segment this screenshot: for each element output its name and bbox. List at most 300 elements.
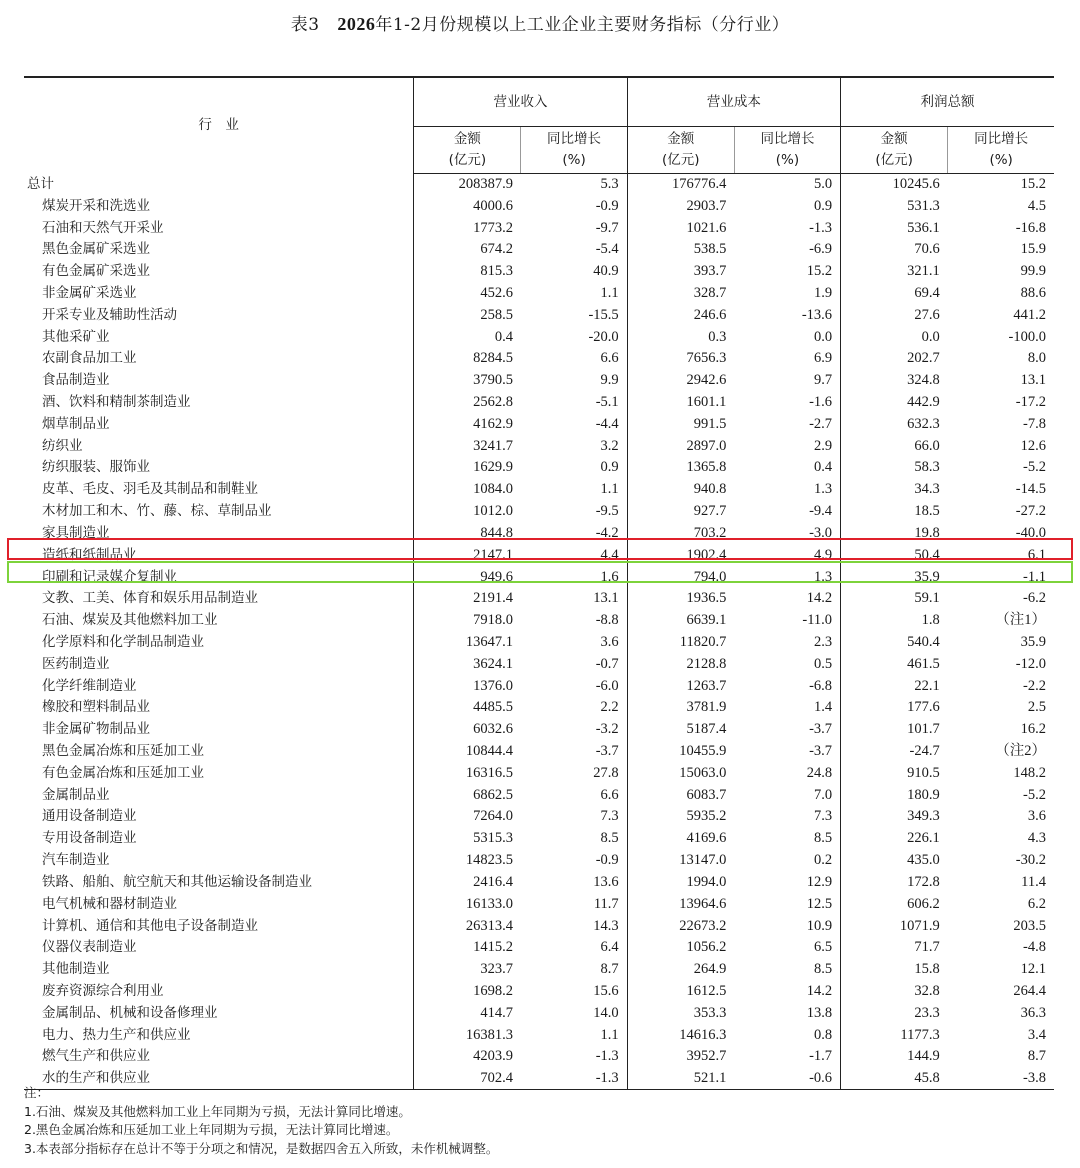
industry-name: 专用设备制造业 <box>42 830 137 847</box>
amount-cell: 949.6 <box>414 566 521 588</box>
table-row <box>24 501 1054 523</box>
amount-cell: 23.3 <box>841 1002 948 1024</box>
amount-cell: -24.7 <box>841 741 948 763</box>
growth-cell: 15.2 <box>806 263 833 280</box>
amount-cell: 1629.9 <box>414 457 521 479</box>
growth-cell: -1.3 <box>521 1068 627 1090</box>
amount-cell: 1071.9 <box>841 915 948 937</box>
growth-cell: -5.4 <box>595 241 619 258</box>
amount-cell: 3790.5 <box>414 370 521 392</box>
amount-cell: 10455.9 <box>627 741 734 763</box>
industry-name: 汽车制造业 <box>42 852 110 869</box>
growth-cell: 15.6 <box>593 982 619 999</box>
growth-cell: -0.9 <box>595 852 619 869</box>
growth-cell: -3.8 <box>948 1068 1054 1090</box>
amount-cell: 13147.0 <box>627 850 734 872</box>
growth-cell: 1.4 <box>813 699 833 716</box>
growth-cell: -0.7 <box>595 655 619 672</box>
amount-cell: 6639.1 <box>627 610 734 632</box>
header-amount: 金额 (亿元) <box>414 127 521 174</box>
amount-cell: 16381.3 <box>414 1024 521 1046</box>
growth-cell: -15.5 <box>588 306 619 323</box>
growth-cell: 16.2 <box>1020 721 1046 738</box>
growth-cell: -2.7 <box>809 415 833 432</box>
amount-cell: 1415.2 <box>414 937 521 959</box>
amount-cell: 0.4 <box>414 326 521 348</box>
amount-cell: 177.6 <box>841 697 948 719</box>
industry-name: 废弃资源综合利用业 <box>42 982 164 999</box>
amount-cell: 208387.9 <box>414 174 521 196</box>
industry-name: 通用设备制造业 <box>42 808 137 825</box>
industry-name: 黑色金属矿采选业 <box>42 241 150 258</box>
amount-cell: 1376.0 <box>414 675 521 697</box>
table-row <box>24 588 1054 610</box>
amount-cell: 7264.0 <box>414 806 521 828</box>
amount-cell: 1084.0 <box>414 479 521 501</box>
growth-cell: 2.5 <box>1027 699 1046 716</box>
amount-cell: 1902.4 <box>627 544 734 566</box>
growth-cell: -6.2 <box>1023 590 1046 607</box>
amount-cell: 1601.1 <box>627 392 734 414</box>
amount-cell: 606.2 <box>841 893 948 915</box>
amount-cell: 2191.4 <box>414 588 521 610</box>
growth-cell: -9.5 <box>595 503 619 520</box>
amount-cell: 13647.1 <box>414 632 521 654</box>
industry-name: 纺织业 <box>42 437 83 454</box>
growth-cell: 7.0 <box>813 786 833 803</box>
header-growth: 同比增长 (%) <box>948 127 1054 174</box>
growth-cell: 6.2 <box>1027 895 1046 912</box>
table-row <box>24 1002 1054 1024</box>
growth-cell: -8.8 <box>595 612 619 629</box>
note-heading: 注： <box>24 1085 50 1100</box>
header-growth: 同比增长 (%) <box>521 127 627 174</box>
table-row <box>24 370 1054 392</box>
growth-cell: -6.0 <box>595 677 619 694</box>
growth-cell: -3.7 <box>809 721 833 738</box>
amount-cell: 927.7 <box>627 501 734 523</box>
amount-cell: 13964.6 <box>627 893 734 915</box>
amount-cell: 702.4 <box>414 1068 521 1090</box>
growth-cell: 6.1 <box>1027 546 1046 563</box>
growth-cell: -4.2 <box>595 524 619 541</box>
table-row <box>24 195 1054 217</box>
growth-cell: 0.8 <box>813 1026 833 1043</box>
growth-cell: 13.6 <box>593 873 619 890</box>
growth-cell: 148.2 <box>1013 764 1046 781</box>
note-3: 3.本表部分指标存在总计不等于分项之和情况，是数据四舍五入所致，未作机械调整。 <box>24 1140 499 1156</box>
amount-cell: 531.3 <box>841 195 948 217</box>
growth-cell: 14.2 <box>806 982 833 999</box>
industry-name: 石油和天然气开采业 <box>42 219 164 236</box>
growth-cell: 8.5 <box>813 961 833 978</box>
industry-name: 黑色金属冶炼和压延加工业 <box>42 743 204 760</box>
amount-cell: 4169.6 <box>627 828 734 850</box>
amount-cell: 1698.2 <box>414 981 521 1003</box>
table-row <box>24 523 1054 545</box>
amount-cell: 1021.6 <box>627 217 734 239</box>
amount-cell: 461.5 <box>841 653 948 675</box>
growth-cell: 1.3 <box>813 481 833 498</box>
growth-cell: -6.9 <box>809 241 833 258</box>
industry-name: 印刷和记录媒介复制业 <box>42 568 177 585</box>
amount-cell: 910.5 <box>841 762 948 784</box>
amount-cell: 180.9 <box>841 784 948 806</box>
industry-name: 非金属矿采选业 <box>42 284 137 301</box>
growth-cell: 27.8 <box>593 764 619 781</box>
growth-cell: 2.3 <box>813 633 833 650</box>
amount-cell: 349.3 <box>841 806 948 828</box>
industry-name: 文教、工美、体育和娱乐用品制造业 <box>42 590 258 607</box>
amount-cell: 3781.9 <box>627 697 734 719</box>
growth-cell: -3.2 <box>595 721 619 738</box>
growth-cell: 4.3 <box>1027 830 1046 847</box>
growth-cell: 6.4 <box>600 939 619 956</box>
amount-cell: 4000.6 <box>414 195 521 217</box>
header-amount: 金额 (亿元) <box>627 127 734 174</box>
amount-cell: 70.6 <box>841 239 948 261</box>
growth-cell: -1.6 <box>809 394 833 411</box>
growth-cell: 40.9 <box>593 263 619 280</box>
amount-cell: 1.8 <box>841 610 948 632</box>
growth-cell: 4.9 <box>813 546 833 563</box>
table-row <box>24 413 1054 435</box>
amount-cell: 5315.3 <box>414 828 521 850</box>
table-row <box>24 457 1054 479</box>
amount-cell: 4162.9 <box>414 413 521 435</box>
amount-cell: 6083.7 <box>627 784 734 806</box>
industry-name: 电力、热力生产和供应业 <box>42 1026 191 1043</box>
table-row <box>24 610 1054 632</box>
amount-cell: 414.7 <box>414 1002 521 1024</box>
table-row <box>24 806 1054 828</box>
growth-cell: 2.9 <box>813 437 833 454</box>
table-row <box>24 981 1054 1003</box>
amount-cell: 34.3 <box>841 479 948 501</box>
growth-cell: 24.8 <box>806 764 833 781</box>
table-row <box>24 1046 1054 1068</box>
amount-cell: 7918.0 <box>414 610 521 632</box>
industry-name: 化学纤维制造业 <box>42 677 137 694</box>
amount-cell: 674.2 <box>414 239 521 261</box>
amount-cell: 2897.0 <box>627 435 734 457</box>
industry-name: 计算机、通信和其他电子设备制造业 <box>42 917 258 934</box>
amount-cell: 703.2 <box>627 523 734 545</box>
growth-cell: -27.2 <box>1015 503 1046 520</box>
table-title <box>0 10 1080 35</box>
header-cost: 营业成本 <box>627 77 840 127</box>
industry-name: 木材加工和木、竹、藤、棕、草制品业 <box>42 503 272 520</box>
table-row <box>24 850 1054 872</box>
amount-cell: 2128.8 <box>627 653 734 675</box>
industry-name: 其他制造业 <box>42 961 110 978</box>
growth-cell: 14.0 <box>593 1004 619 1021</box>
growth-cell: 1.1 <box>600 481 619 498</box>
industry-name: 金属制品业 <box>42 786 110 803</box>
table-row <box>24 217 1054 239</box>
table-row <box>24 762 1054 784</box>
amount-cell: 1012.0 <box>414 501 521 523</box>
table-row <box>24 784 1054 806</box>
growth-cell: 0.0 <box>813 328 833 345</box>
industry-name: 开采专业及辅助性活动 <box>42 306 177 323</box>
growth-cell: 264.4 <box>1013 982 1046 999</box>
growth-cell: 441.2 <box>1013 306 1046 323</box>
industry-name: 燃气生产和供应业 <box>42 1048 150 1065</box>
industry-name: 仪器仪表制造业 <box>42 939 137 956</box>
amount-cell: 26313.4 <box>414 915 521 937</box>
amount-cell: 442.9 <box>841 392 948 414</box>
amount-cell: 45.8 <box>841 1068 948 1090</box>
growth-cell: 5.3 <box>600 176 619 193</box>
amount-cell: 22673.2 <box>627 915 734 937</box>
amount-cell: 22.1 <box>841 675 948 697</box>
growth-cell: -5.2 <box>1023 786 1046 803</box>
amount-cell: 1994.0 <box>627 872 734 894</box>
amount-cell: 7656.3 <box>627 348 734 370</box>
amount-cell: 15.8 <box>841 959 948 981</box>
table-row <box>24 632 1054 654</box>
table-body <box>24 174 1054 1090</box>
amount-cell: 144.9 <box>841 1046 948 1068</box>
growth-cell: -100.0 <box>1008 328 1046 345</box>
amount-cell: 353.3 <box>627 1002 734 1024</box>
growth-cell: 11.4 <box>1021 873 1046 890</box>
industry-name: 其他采矿业 <box>42 328 110 345</box>
amount-cell: 5187.4 <box>627 719 734 741</box>
growth-cell: -4.4 <box>595 415 619 432</box>
industry-name: 有色金属冶炼和压延加工业 <box>42 764 204 781</box>
growth-cell: -7.8 <box>1023 415 1046 432</box>
amount-cell: 4485.5 <box>414 697 521 719</box>
table-row <box>24 697 1054 719</box>
amount-cell: 27.6 <box>841 304 948 326</box>
amount-cell: 19.8 <box>841 523 948 545</box>
amount-cell: 452.6 <box>414 283 521 305</box>
industry-name: 食品制造业 <box>42 372 110 389</box>
growth-cell: -6.8 <box>809 677 833 694</box>
amount-cell: 3241.7 <box>414 435 521 457</box>
amount-cell: 3952.7 <box>627 1046 734 1068</box>
table-row <box>24 675 1054 697</box>
amount-cell: 5935.2 <box>627 806 734 828</box>
growth-cell: （注2） <box>995 743 1046 760</box>
amount-cell: 10844.4 <box>414 741 521 763</box>
amount-cell: 10245.6 <box>841 174 948 196</box>
amount-cell: 794.0 <box>627 566 734 588</box>
amount-cell: 538.5 <box>627 239 734 261</box>
growth-cell: 0.9 <box>600 459 619 476</box>
amount-cell: 940.8 <box>627 479 734 501</box>
growth-cell: 88.6 <box>1020 284 1046 301</box>
growth-cell: 13.1 <box>593 590 619 607</box>
table-row <box>24 959 1054 981</box>
growth-cell: -17.2 <box>1015 394 1046 411</box>
amount-cell: 15063.0 <box>627 762 734 784</box>
amount-cell: 2416.4 <box>414 872 521 894</box>
growth-cell: 35.9 <box>1020 633 1046 650</box>
growth-cell: 6.6 <box>600 350 619 367</box>
growth-cell: 1.1 <box>600 284 619 301</box>
note-1: 1.石油、煤炭及其他燃料加工业上年同期为亏损，无法计算同比增速。 <box>24 1103 411 1119</box>
growth-cell: 3.2 <box>600 437 619 454</box>
growth-cell: -0.9 <box>595 197 619 214</box>
amount-cell: 844.8 <box>414 523 521 545</box>
growth-cell: 1.1 <box>600 1026 619 1043</box>
growth-cell: 6.5 <box>813 939 833 956</box>
growth-cell: -14.5 <box>1015 481 1046 498</box>
table-row <box>24 544 1054 566</box>
growth-cell: 8.7 <box>1027 1048 1046 1065</box>
growth-cell: 3.4 <box>1027 1026 1046 1043</box>
amount-cell: 101.7 <box>841 719 948 741</box>
title-prefix: 表3 <box>290 15 320 35</box>
amount-cell: 226.1 <box>841 828 948 850</box>
industry-name: 总计 <box>27 175 54 192</box>
growth-cell: -20.0 <box>588 328 619 345</box>
growth-cell: -11.0 <box>802 612 833 629</box>
amount-cell: 50.4 <box>841 544 948 566</box>
growth-cell: 6.9 <box>813 350 833 367</box>
growth-cell: 36.3 <box>1020 1004 1046 1021</box>
amount-cell: 323.7 <box>414 959 521 981</box>
amount-cell: 11820.7 <box>627 632 734 654</box>
financial-indicators-table <box>24 76 1054 1090</box>
growth-cell: -4.8 <box>1023 939 1046 956</box>
amount-cell: 8284.5 <box>414 348 521 370</box>
growth-cell: 12.6 <box>1020 437 1046 454</box>
industry-name: 造纸和纸制品业 <box>42 546 137 563</box>
amount-cell: 18.5 <box>841 501 948 523</box>
amount-cell: 14616.3 <box>627 1024 734 1046</box>
growth-cell: 15.2 <box>1020 176 1046 193</box>
industry-name: 水的生产和供应业 <box>24 1068 414 1090</box>
amount-cell: 59.1 <box>841 588 948 610</box>
table-row <box>24 261 1054 283</box>
note-2: 2.黑色金属冶炼和压延加工业上年同期为亏损，无法计算同比增速。 <box>24 1122 399 1137</box>
amount-cell: 991.5 <box>627 413 734 435</box>
growth-cell: 7.3 <box>813 808 833 825</box>
growth-cell: 8.0 <box>1027 350 1046 367</box>
growth-cell: 1.3 <box>813 568 833 585</box>
amount-cell: 1936.5 <box>627 588 734 610</box>
growth-cell: 0.5 <box>813 655 833 672</box>
table-row <box>24 174 1054 196</box>
growth-cell: 10.9 <box>806 917 833 934</box>
table-row <box>24 566 1054 588</box>
amount-cell: 258.5 <box>414 304 521 326</box>
growth-cell: 12.5 <box>806 895 833 912</box>
industry-name: 铁路、船舶、航空航天和其他运输设备制造业 <box>42 873 312 890</box>
amount-cell: 71.7 <box>841 937 948 959</box>
amount-cell: 176776.4 <box>627 174 734 196</box>
amount-cell: 1177.3 <box>841 1024 948 1046</box>
table-row <box>24 937 1054 959</box>
industry-name: 煤炭开采和洗选业 <box>42 197 150 214</box>
growth-cell: -12.0 <box>1015 655 1046 672</box>
amount-cell: 2562.8 <box>414 392 521 414</box>
table-row <box>24 653 1054 675</box>
growth-cell: 3.6 <box>600 633 619 650</box>
amount-cell: 815.3 <box>414 261 521 283</box>
amount-cell: 32.8 <box>841 981 948 1003</box>
title-text: 年1-2月份规模以上工业企业主要财务指标（分行业） <box>375 15 790 35</box>
growth-cell: 13.8 <box>806 1004 833 1021</box>
growth-cell: 14.3 <box>593 917 619 934</box>
growth-cell: 12.1 <box>1020 961 1046 978</box>
notes <box>24 1084 498 1158</box>
growth-cell: 2.2 <box>600 699 619 716</box>
amount-cell: 58.3 <box>841 457 948 479</box>
growth-cell: 203.5 <box>1013 917 1046 934</box>
industry-name: 农副食品加工业 <box>42 350 137 367</box>
header-growth: 同比增长 (%) <box>734 127 840 174</box>
amount-cell: 4203.9 <box>414 1046 521 1068</box>
table-row <box>24 239 1054 261</box>
growth-cell: -1.3 <box>809 219 833 236</box>
growth-cell: -1.1 <box>1023 568 1046 585</box>
growth-cell: 99.9 <box>1020 263 1046 280</box>
amount-cell: 536.1 <box>841 217 948 239</box>
growth-cell: 11.7 <box>593 895 619 912</box>
title-year: 2026 <box>337 14 376 34</box>
table-row <box>24 1024 1054 1046</box>
industry-name: 化学原料和化学制品制造业 <box>42 633 204 650</box>
growth-cell: 9.9 <box>600 372 619 389</box>
amount-cell: 1365.8 <box>627 457 734 479</box>
industry-name: 烟草制品业 <box>42 415 110 432</box>
amount-cell: 202.7 <box>841 348 948 370</box>
growth-cell: -3.7 <box>595 743 619 760</box>
table-row <box>24 719 1054 741</box>
amount-cell: 172.8 <box>841 872 948 894</box>
amount-cell: 14823.5 <box>414 850 521 872</box>
header-amount: 金额 (亿元) <box>841 127 948 174</box>
amount-cell: 393.7 <box>627 261 734 283</box>
amount-cell: 0.0 <box>841 326 948 348</box>
industry-name: 金属制品、机械和设备修理业 <box>42 1004 218 1021</box>
industry-name: 纺织服装、服饰业 <box>42 459 150 476</box>
growth-cell: -0.6 <box>734 1068 840 1090</box>
table-row <box>24 326 1054 348</box>
growth-cell: -1.7 <box>809 1048 833 1065</box>
growth-cell: 13.1 <box>1020 372 1046 389</box>
growth-cell: 14.2 <box>806 590 833 607</box>
amount-cell: 435.0 <box>841 850 948 872</box>
table-row <box>24 435 1054 457</box>
amount-cell: 264.9 <box>627 959 734 981</box>
growth-cell: 5.0 <box>813 176 833 193</box>
amount-cell: 6032.6 <box>414 719 521 741</box>
growth-cell: -13.6 <box>801 306 833 323</box>
amount-cell: 246.6 <box>627 304 734 326</box>
table-row <box>24 283 1054 305</box>
amount-cell: 1056.2 <box>627 937 734 959</box>
growth-cell: -9.7 <box>595 219 619 236</box>
growth-cell: -3.7 <box>809 743 833 760</box>
growth-cell: 0.2 <box>813 852 833 869</box>
table-row <box>24 872 1054 894</box>
growth-cell: -40.0 <box>1015 524 1046 541</box>
growth-cell: 6.6 <box>600 786 619 803</box>
table-row <box>24 304 1054 326</box>
industry-name: 医药制造业 <box>42 655 110 672</box>
amount-cell: 16316.5 <box>414 762 521 784</box>
table-row <box>24 893 1054 915</box>
amount-cell: 6862.5 <box>414 784 521 806</box>
table-row <box>24 348 1054 370</box>
amount-cell: 2147.1 <box>414 544 521 566</box>
